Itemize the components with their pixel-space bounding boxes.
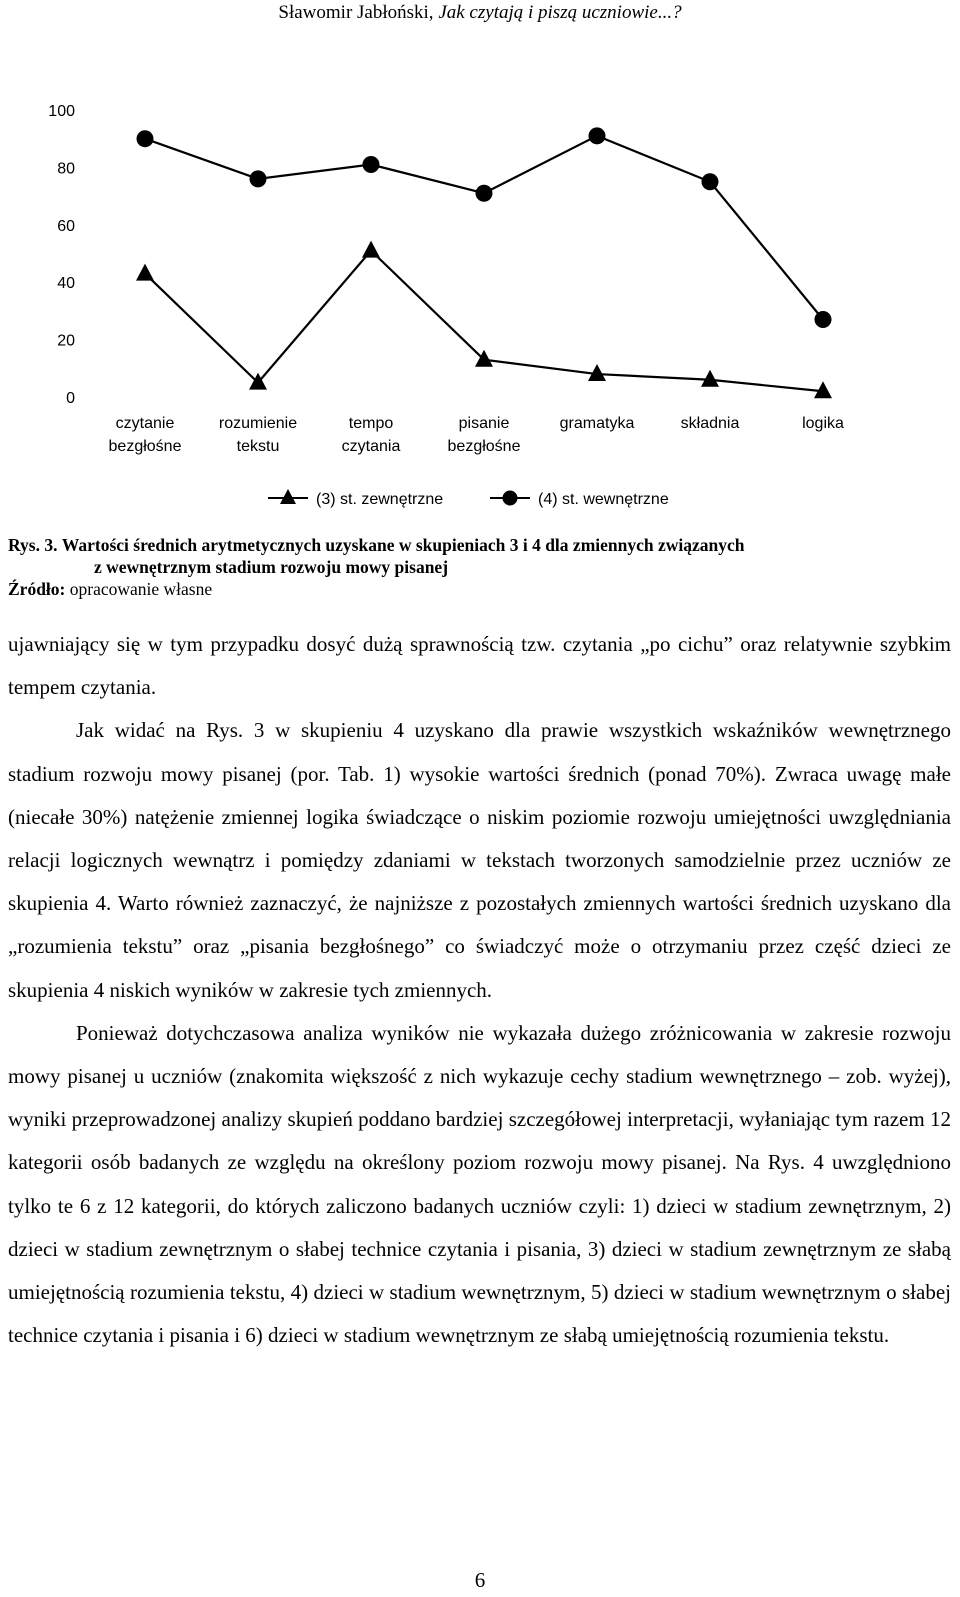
data-point-circle (589, 127, 606, 144)
figure-caption (8, 534, 948, 600)
legend-label-1: (3) st. zewnętrzne (316, 491, 444, 508)
caption-source-text: opracowanie własne (65, 579, 213, 599)
data-point-circle (250, 170, 267, 187)
data-point-triangle (362, 241, 380, 258)
x-tick-label: składnia (680, 415, 740, 432)
data-point-circle (815, 311, 832, 328)
y-tick-label: 80 (57, 160, 75, 178)
running-head-author: Sławomir Jabłoński, (278, 2, 434, 23)
paragraph-3: Ponieważ dotychczasowa analiza wyników nie wykazała dużego zróżnicowania w zakresie rozwoju mowy pisanej u uczniów (znakomita większość z nich wykazuje cechy stadium wewnętrznego – zob. wyżej), wyniki przeprowadzonej analizy skupień poddano bardziej szczegółowej interpretacji, wyłaniając tym razem 12 kategorii osób badanych ze względu na określony poziom rozwoju mowy pisanej. Na Rys. 4 uwzględniono tylko te 6 z 12 kategorii, do których zaliczono badanych uczniów czyli: 1) dzieci w stadium zewnętrznym, 2) dzieci w stadium zewnętrznym o słabej technice czytania i pisania, 3) dzieci w stadium zewnętrznym ze słabą umiejętnością rozumienia tekstu, 4) dzieci w stadium wewnętrznym, 5) dzieci w stadium wewnętrznym o słabej technice czytania i pisania i 6) dzieci w stadium wewnętrznym ze słabą umiejętnością rozumienia tekstu. (8, 1020, 951, 1348)
data-point-circle (363, 156, 380, 173)
x-tick-label: pisanie bezgłośne (447, 415, 521, 455)
data-point-triangle (136, 264, 154, 281)
series-line-1 (145, 251, 823, 392)
caption-source (8, 578, 948, 600)
x-tick-label: gramatyka (559, 415, 635, 432)
series-line-2 (145, 136, 823, 320)
running-head-title: Jak czytają i piszą uczniowie...? (438, 2, 682, 23)
legend-label-2: (4) st. wewnętrzne (538, 491, 669, 508)
caption-label: Rys. 3. (8, 535, 58, 555)
page-number: 6 (474, 1568, 486, 1592)
caption-source-label: Źródło: (8, 579, 66, 599)
figure-line-chart (0, 80, 960, 530)
data-point-circle (476, 185, 493, 202)
caption-text-line2: z wewnętrznym stadium rozwoju mowy pisanej (94, 557, 449, 577)
data-point-circle (137, 130, 154, 147)
x-tick-label: tempo czytania (341, 415, 401, 455)
running-head (0, 2, 960, 24)
y-tick-label: 20 (57, 332, 75, 350)
legend-marker-circle (503, 491, 518, 506)
paragraph-1: ujawniający się w tym przypadku dosyć dużą sprawnością tzw. czytania „po cichu” oraz relatywnie szybkim tempem czytania. (8, 632, 951, 700)
caption-text-line1: Wartości średnich arytmetycznych uzyskane w skupieniach 3 i 4 dla zmiennych związanych (61, 535, 745, 555)
y-tick-label: 40 (57, 275, 75, 293)
y-tick-label: 100 (48, 103, 75, 120)
x-tick-label: logika (802, 415, 844, 432)
data-point-circle (702, 173, 719, 190)
body-text (8, 623, 951, 1357)
y-tick-label: 0 (66, 390, 75, 407)
paragraph-2: Jak widać na Rys. 3 w skupieniu 4 uzyskano dla prawie wszystkich wskaźników wewnętrznego stadium rozwoju mowy pisanej (por. Tab. 1) wysokie wartości średnich (ponad 70%). Zwraca uwagę małe (niecałe 30%) natężenie zmiennej logika świadczące o niskim poziomie rozwoju umiejętności uwzględniania relacji logicznych wewnątrz i pomiędzy zdaniami w tekstach tworzonych samodzielnie przez uczniów ze skupienia 4. Warto również zaznaczyć, że najniższe z pozostałych zmiennych wartości średnich uzyskano dla „rozumienia tekstu” oraz „pisania bezgłośnego” co świadczyć może o otrzymaniu przez część dzieci ze skupienia 4 niskich wyników w zakresie tych zmiennych. (8, 718, 951, 1002)
x-tick-label: czytanie bezgłośne (108, 415, 182, 455)
data-point-triangle (701, 370, 719, 387)
legend-marker-triangle (280, 489, 296, 504)
x-tick-label: rozumienie tekstu (218, 415, 298, 455)
y-tick-label: 60 (57, 217, 75, 235)
